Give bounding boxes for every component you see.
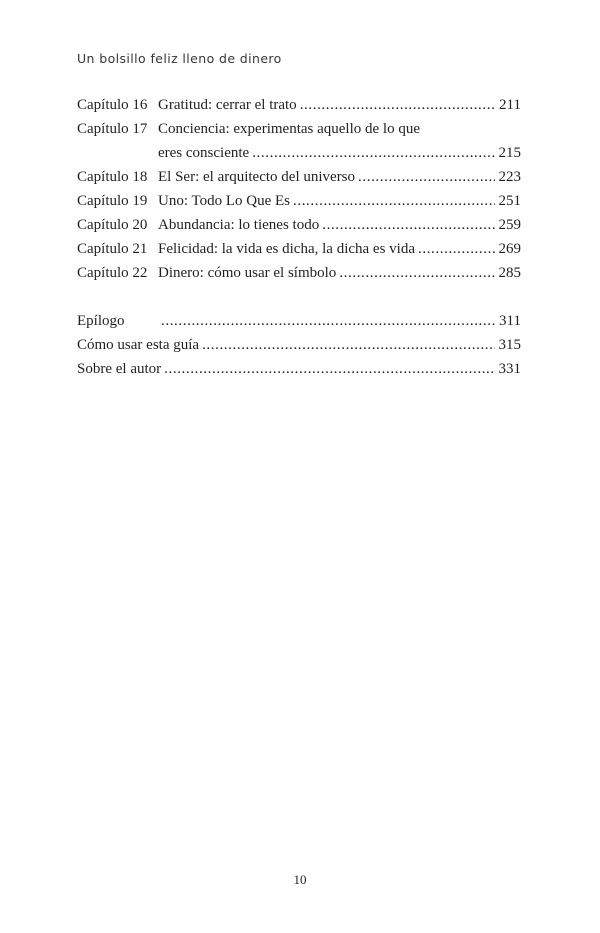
- toc-entry-epilogue[interactable]: [77, 309, 521, 333]
- dot-leader: [202, 333, 494, 357]
- chapter-title: Uno: Todo Lo Que Es: [158, 193, 290, 209]
- chapter-title: Gratitud: cerrar el trato: [158, 97, 297, 113]
- toc-entry-chapter-19[interactable]: [77, 189, 521, 213]
- chapter-title: Felicidad: la vida es dicha, la dicha es vida: [158, 241, 415, 257]
- chapter-label: Capítulo 20: [77, 217, 148, 233]
- chapter-label: Capítulo 19: [77, 193, 148, 209]
- dot-leader: [418, 237, 495, 261]
- chapter-title: Abundancia: lo tienes todo: [158, 217, 320, 233]
- dot-leader: [164, 357, 494, 381]
- toc-entry-about-author[interactable]: [77, 357, 521, 381]
- running-head: Un bolsillo feliz lleno de dinero: [77, 51, 282, 66]
- chapter-label: Capítulo 21: [77, 241, 148, 257]
- dot-leader: [293, 189, 495, 213]
- chapter-label: Capítulo 22: [77, 265, 148, 281]
- chapter-title-continued: eres consciente: [158, 145, 250, 161]
- page-ref: 285: [498, 265, 521, 281]
- toc-entry-chapter-22[interactable]: [77, 261, 521, 285]
- page-ref: 251: [498, 193, 521, 209]
- chapter-title: Conciencia: experimentas aquello de lo que: [158, 121, 420, 137]
- page-ref: 331: [498, 361, 521, 377]
- page-ref: 215: [498, 145, 521, 161]
- toc-entry-chapter-20[interactable]: [77, 213, 521, 237]
- toc-entry-chapter-17-continued[interactable]: [77, 141, 521, 165]
- dot-leader: [300, 93, 495, 117]
- toc-entry-guide[interactable]: [77, 333, 521, 357]
- chapter-label: Capítulo 18: [77, 169, 148, 185]
- page-ref: 269: [498, 241, 521, 257]
- toc-entry-chapter-16[interactable]: [77, 93, 521, 117]
- chapter-label: Capítulo 16: [77, 97, 148, 113]
- dot-leader: [358, 165, 494, 189]
- chapter-label: Capítulo 17: [77, 121, 148, 137]
- page-ref: 259: [498, 217, 521, 233]
- table-of-contents: [77, 93, 521, 381]
- dot-leader: [322, 213, 494, 237]
- chapter-title: Dinero: cómo usar el símbolo: [158, 265, 337, 281]
- dot-leader: [339, 261, 494, 285]
- entry-title: Sobre el autor: [77, 361, 162, 377]
- page-ref: 223: [498, 169, 521, 185]
- page-ref: 315: [498, 337, 521, 353]
- entry-title: Cómo usar esta guía: [77, 337, 200, 353]
- page-ref: 211: [499, 97, 521, 113]
- dot-leader: [161, 309, 495, 333]
- dot-leader: [252, 141, 494, 165]
- chapter-title: El Ser: el arquitecto del universo: [158, 169, 356, 185]
- toc-entry-chapter-17[interactable]: [77, 117, 521, 141]
- toc-entry-chapter-21[interactable]: [77, 237, 521, 261]
- page-ref: 311: [499, 313, 521, 329]
- section-gap: [77, 285, 521, 309]
- page-number: 10: [293, 872, 307, 887]
- toc-entry-chapter-18[interactable]: [77, 165, 521, 189]
- entry-title: Epílogo: [77, 313, 125, 329]
